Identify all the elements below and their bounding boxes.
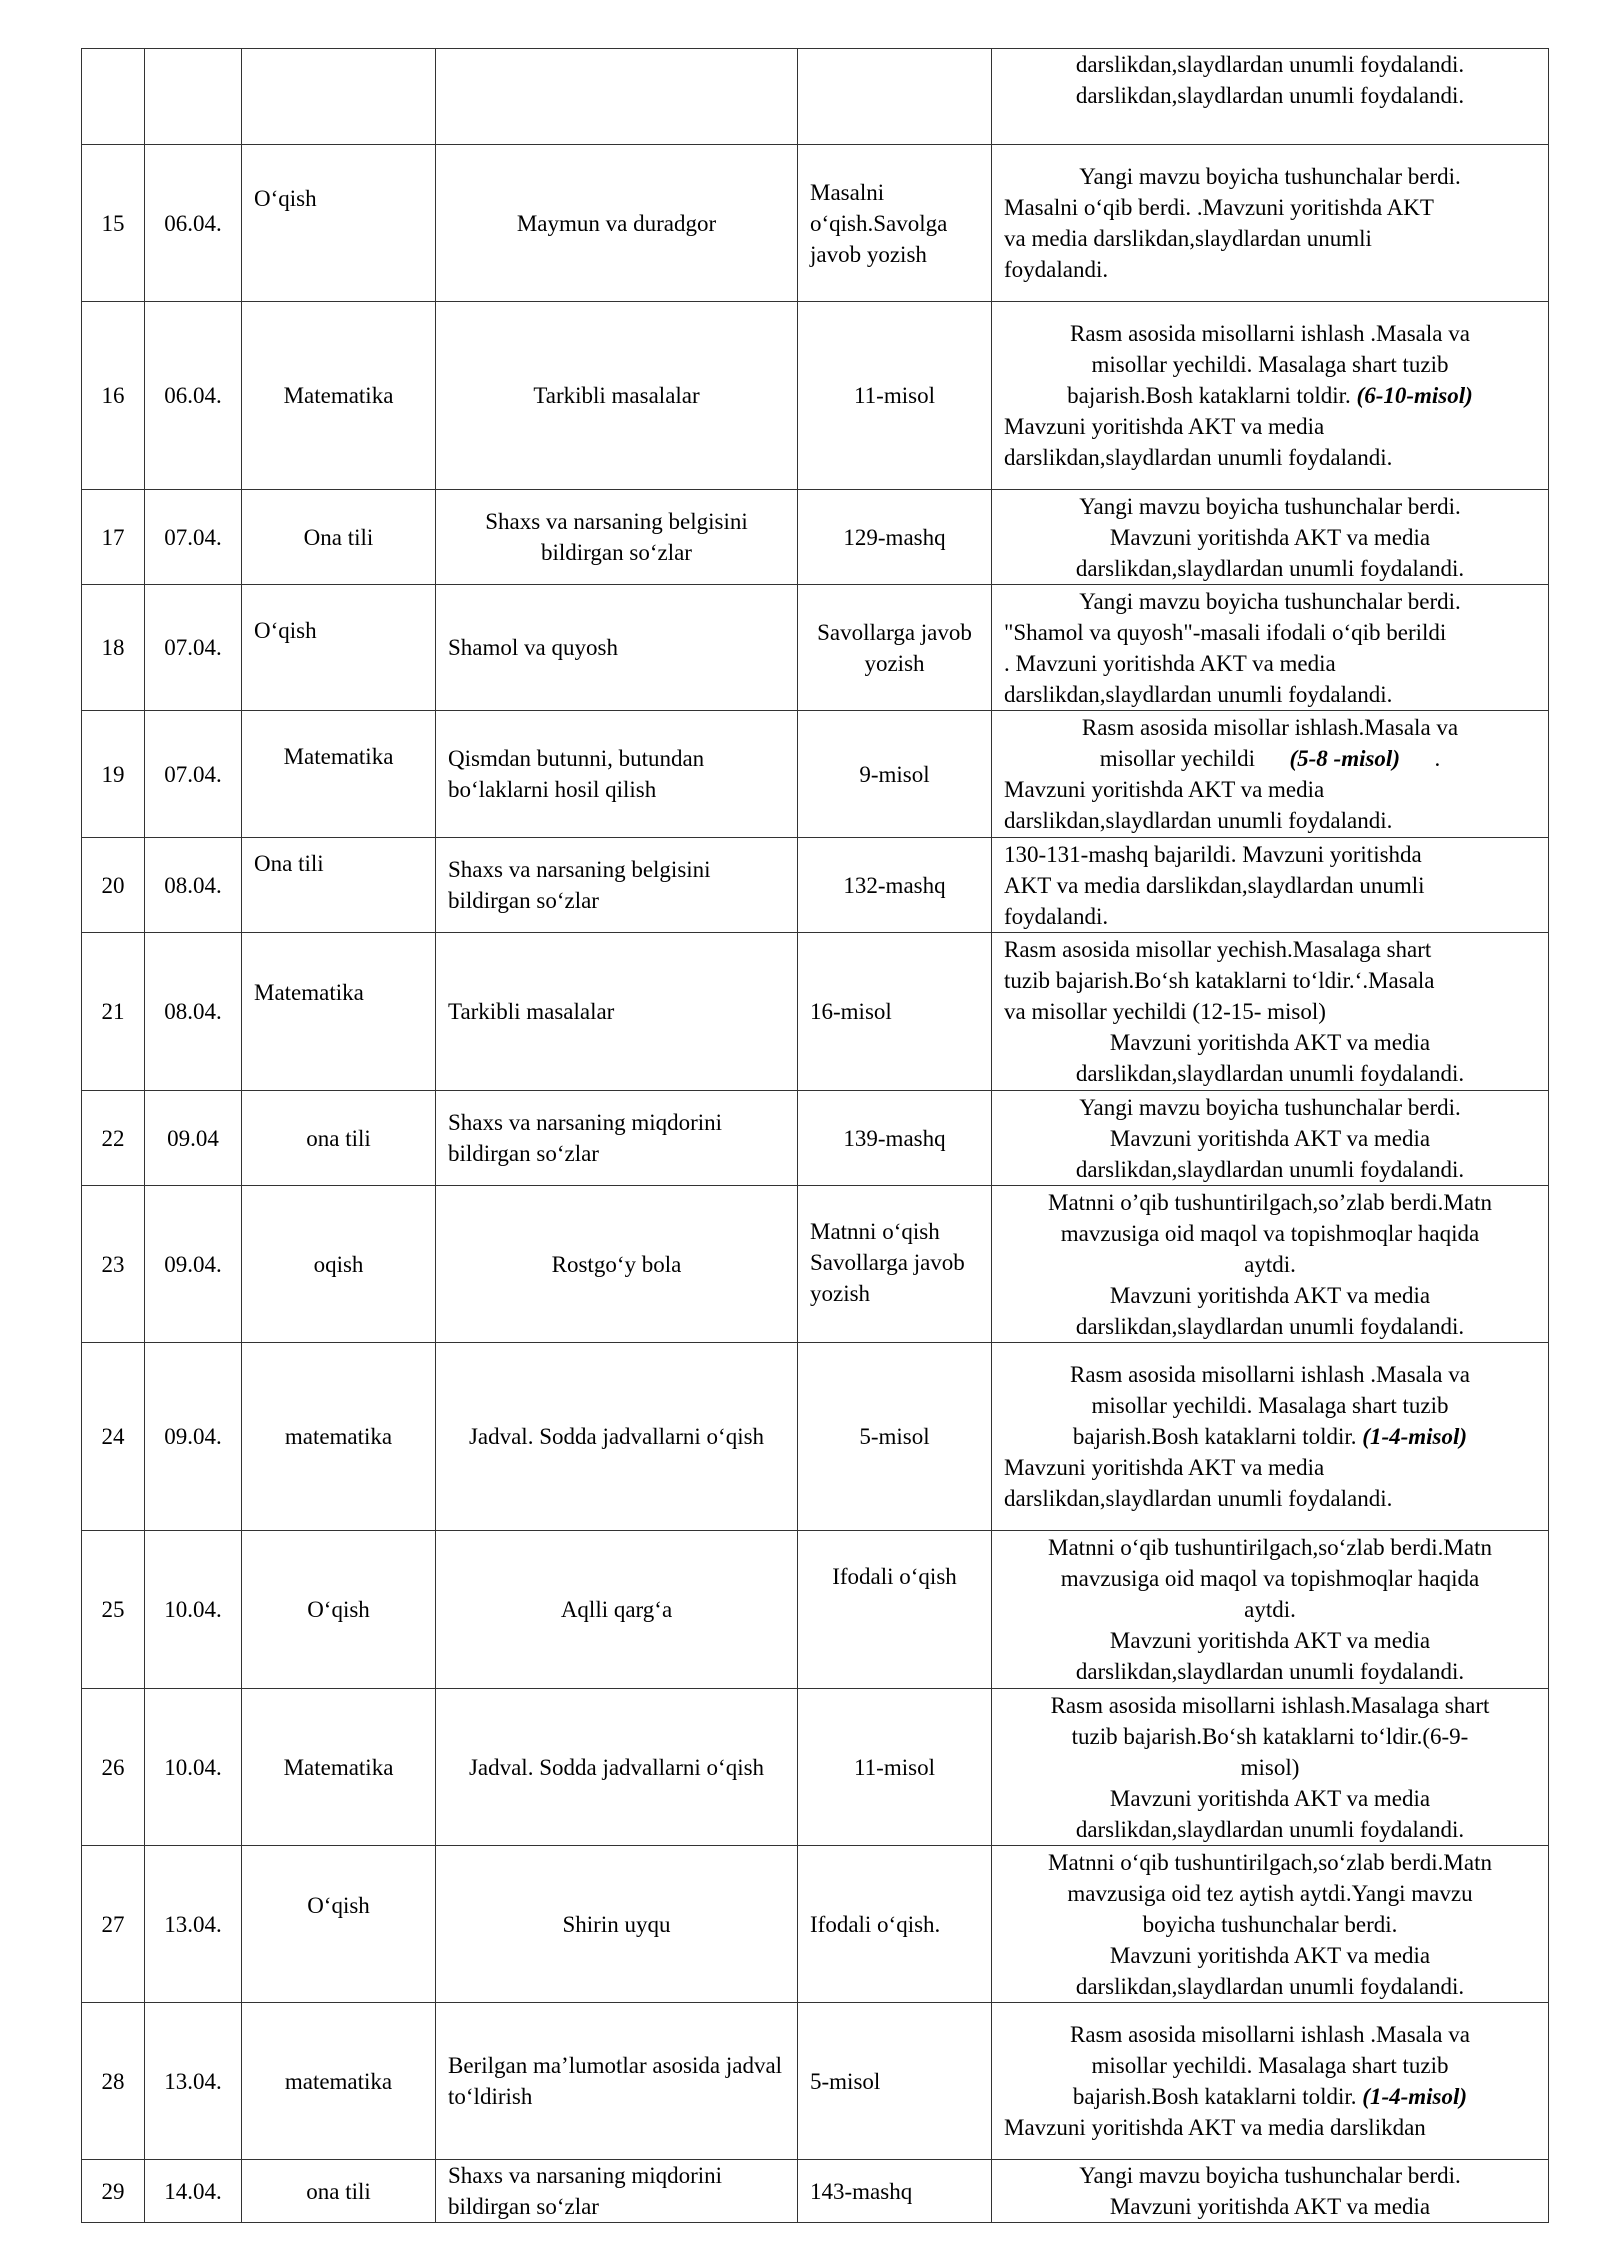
description-text: bajarish.Bosh kataklarni toldir. [1072, 1424, 1357, 1449]
lesson-topic: Aqlli qarg‘a [436, 1531, 798, 1689]
table-row [82, 2003, 1549, 2160]
lesson-description [992, 49, 1549, 145]
lesson-topic: Shaxs va narsaning miqdorini bildirgan so‘zlar [436, 1091, 798, 1186]
description-line: tuzib bajarish.Bo‘sh kataklarni to‘ldir.(6-9- [1071, 1723, 1469, 1749]
description-line [1004, 2081, 1536, 2112]
lesson-homework: Ifodali o‘qish [798, 1531, 992, 1689]
description-line: foydalandi. [1004, 257, 1109, 282]
table-row [82, 1689, 1549, 1846]
description-line [1004, 743, 1536, 774]
lesson-subject: Matematika [242, 711, 436, 838]
lesson-description [992, 1689, 1549, 1846]
description-line: aytdi. [1244, 1251, 1296, 1277]
description-line: tuzib bajarish.Bo‘sh kataklarni to‘ldir.‘.Masala [1004, 968, 1435, 993]
description-line: Mavzuni yoritishda AKT va media [1004, 414, 1325, 439]
description-line: darslikdan,slaydlardan unumli foydalandi. [1075, 1313, 1465, 1339]
exercise-range: (1-4-misol) [1362, 1424, 1468, 1449]
lesson-description [992, 2003, 1549, 2160]
lesson-homework: 11-misol [798, 1689, 992, 1846]
lesson-date: 10.04. [145, 1531, 242, 1689]
lesson-description [992, 1186, 1549, 1343]
lesson-subject: Ona tili [242, 838, 436, 933]
lesson-topic: Jadval. Sodda jadvallarni o‘qish [436, 1689, 798, 1846]
description-line: Rasm asosida misollar ishlash.Masala va [1081, 715, 1459, 740]
lesson-homework: 143-mashq [798, 2160, 992, 2223]
lesson-date: 09.04. [145, 1186, 242, 1343]
description-text: bajarish.Bosh kataklarni toldir. [1072, 2084, 1357, 2109]
lesson-homework: Masalni o‘qish.Savolga javob yozish [798, 145, 992, 302]
lesson-number: 18 [82, 585, 145, 711]
description-text: . [1434, 746, 1441, 771]
lesson-description [992, 302, 1549, 490]
lesson-number: 23 [82, 1186, 145, 1343]
table-row [82, 933, 1549, 1091]
description-line: Matnni o’qib tushuntirilgach,so’zlab berdi.Matn [1048, 1189, 1492, 1215]
description-line: darslikdan,slaydlardan unumli foydalandi. [1075, 555, 1465, 581]
lesson-topic [436, 49, 798, 145]
lesson-date: 09.04 [145, 1091, 242, 1186]
lesson-date: 06.04. [145, 302, 242, 490]
lesson-homework: 139-mashq [798, 1091, 992, 1186]
description-line: Mavzuni yoritishda AKT va media [1109, 2194, 1431, 2219]
lesson-topic: Maymun va duradgor [436, 145, 798, 302]
description-line: boyicha tushunchalar berdi. [1142, 1911, 1398, 1937]
lesson-homework: 132-mashq [798, 838, 992, 933]
lesson-topic: Tarkibli masalalar [436, 302, 798, 490]
lesson-topic: Tarkibli masalalar [436, 933, 798, 1091]
description-line: misollar yechildi. Masalaga shart tuzib [1091, 1393, 1449, 1418]
description-line: Matnni o‘qib tushuntirilgach,so‘zlab berdi.Matn [1048, 1849, 1492, 1875]
lesson-topic: Berilgan ma’lumotlar asosida jadval to‘ldirish [436, 2003, 798, 2160]
lesson-description [992, 585, 1549, 711]
lesson-homework: Ifodali o‘qish. [798, 1846, 992, 2003]
table-row [82, 1531, 1549, 1689]
table-row [82, 711, 1549, 838]
lesson-homework: 5-misol [798, 2003, 992, 2160]
lesson-date: 08.04. [145, 838, 242, 933]
description-line: Mavzuni yoritishda AKT va media [1109, 1125, 1431, 1151]
lesson-subject: ona tili [242, 1091, 436, 1186]
table-row [82, 838, 1549, 933]
lesson-topic: Jadval. Sodda jadvallarni o‘qish [436, 1343, 798, 1531]
description-line: Rasm asosida misollarni ishlash .Masala va [1070, 1362, 1470, 1387]
description-line: darslikdan,slaydlardan unumli foydalandi. [1075, 1156, 1465, 1182]
lesson-date: 13.04. [145, 1846, 242, 2003]
lesson-number: 28 [82, 2003, 145, 2160]
lesson-topic: Rostgo‘y bola [436, 1186, 798, 1343]
lesson-description [992, 2160, 1549, 2223]
description-line: Rasm asosida misollarni ishlash .Masala va [1070, 2022, 1470, 2047]
description-line: Mavzuni yoritishda AKT va media [1109, 1282, 1431, 1308]
lesson-subject: O‘qish [242, 1846, 436, 2003]
lesson-number: 29 [82, 2160, 145, 2223]
lesson-topic: Shaxs va narsaning belgisini bildirgan so‘zlar [436, 490, 798, 585]
lesson-number: 22 [82, 1091, 145, 1186]
lesson-subject: matematika [242, 1343, 436, 1531]
lesson-subject: Matematika [242, 1689, 436, 1846]
description-line: Yangi mavzu boyicha tushunchalar berdi. [1079, 493, 1461, 519]
lesson-homework: 5-misol [798, 1343, 992, 1531]
description-line: darslikdan,slaydlardan unumli foydalandi. [1004, 681, 1393, 707]
description-line: Yangi mavzu boyicha tushunchalar berdi. [1079, 164, 1461, 189]
table-row [82, 2160, 1549, 2223]
lesson-subject: matematika [242, 2003, 436, 2160]
exercise-range: (6-10-misol) [1356, 383, 1473, 408]
lesson-topic: Qismdan butunni, butundan bo‘laklarni hosil qilish [436, 711, 798, 838]
lesson-date: 06.04. [145, 145, 242, 302]
lesson-description [992, 933, 1549, 1091]
lesson-homework: 9-misol [798, 711, 992, 838]
description-line [1004, 380, 1536, 411]
lesson-subject: Matematika [242, 302, 436, 490]
lesson-subject [242, 49, 436, 145]
description-line: Mavzuni yoritishda AKT va media [1004, 777, 1325, 802]
lesson-description [992, 1091, 1549, 1186]
table-row [82, 490, 1549, 585]
description-line: misol) [1240, 1754, 1300, 1780]
lesson-description [992, 490, 1549, 585]
description-line: Rasm asosida misollarni ishlash .Masala va [1070, 321, 1470, 346]
lesson-date: 07.04. [145, 490, 242, 585]
description-line: "Shamol va quyosh"-masali ifodali o‘qib berildi [1004, 619, 1447, 645]
lesson-number: 19 [82, 711, 145, 838]
lesson-date: 07.04. [145, 585, 242, 711]
lesson-description [992, 711, 1549, 838]
lesson-date: 07.04. [145, 711, 242, 838]
table-row [82, 1343, 1549, 1531]
lesson-homework: 16-misol [798, 933, 992, 1091]
description-line: darslikdan,slaydlardan unumli foydalandi. [1004, 1486, 1393, 1511]
description-line: Yangi mavzu boyicha tushunchalar berdi. [1079, 2163, 1461, 2188]
description-line: mavzusiga oid maqol va topishmoqlar haqida [1060, 1566, 1480, 1591]
table-row [82, 1091, 1549, 1186]
lesson-description [992, 145, 1549, 302]
exercise-range: (1-4-misol) [1362, 2084, 1468, 2109]
description-line: Mavzuni yoritishda AKT va media darslikdan [1004, 2115, 1426, 2140]
lesson-topic: Shamol va quyosh [436, 585, 798, 711]
description-line: Yangi mavzu boyicha tushunchalar berdi. [1079, 1094, 1461, 1120]
description-line: . Mavzuni yoritishda AKT va media [1004, 650, 1336, 676]
lesson-subject: ona tili [242, 2160, 436, 2223]
lesson-number: 26 [82, 1689, 145, 1846]
lesson-topic: Shaxs va narsaning belgisini bildirgan so‘zlar [436, 838, 798, 933]
lesson-description [992, 1343, 1549, 1531]
table-row [82, 49, 1549, 145]
table-row [82, 145, 1549, 302]
description-line: Mavzuni yoritishda AKT va media [1004, 1455, 1325, 1480]
lesson-subject: O‘qish [242, 585, 436, 711]
description-line: va misollar yechildi (12-15- misol) [1004, 999, 1326, 1024]
description-line: Yangi mavzu boyicha tushunchalar berdi. [1079, 588, 1461, 614]
description-line: darslikdan,slaydlardan unumli foydalandi. [1075, 1816, 1465, 1842]
lesson-homework: Matnni o‘qish Savollarga javob yozish [798, 1186, 992, 1343]
description-line: Mavzuni yoritishda AKT va media [1109, 1628, 1431, 1653]
description-line: Mavzuni yoritishda AKT va media [1109, 1942, 1431, 1968]
lesson-date: 10.04. [145, 1689, 242, 1846]
lesson-description [992, 838, 1549, 933]
description-line: misollar yechildi. Masalaga shart tuzib [1091, 352, 1449, 377]
lesson-homework [798, 49, 992, 145]
description-line: Rasm asosida misollar yechish.Masalaga shart [1004, 937, 1432, 962]
description-text: bajarish.Bosh kataklarni toldir. [1067, 383, 1351, 408]
description-line: Masalni o‘qib berdi. .Mavzuni yoritishda AKT [1004, 195, 1434, 220]
lesson-topic: Shaxs va narsaning miqdorini bildirgan so‘zlar [436, 2160, 798, 2223]
description-line: foydalandi. [1004, 903, 1109, 929]
lesson-number: 21 [82, 933, 145, 1091]
lesson-homework: Savollarga javob yozish [798, 585, 992, 711]
description-line: darslikdan,slaydlardan unumli foydalandi. [1004, 445, 1393, 470]
lesson-description [992, 1846, 1549, 2003]
lesson-subject: O‘qish [242, 145, 436, 302]
lesson-number: 20 [82, 838, 145, 933]
lesson-number: 16 [82, 302, 145, 490]
lesson-number: 27 [82, 1846, 145, 2003]
description-line: Mavzuni yoritishda AKT va media [1109, 1785, 1431, 1811]
lesson-subject: oqish [242, 1186, 436, 1343]
description-line: misollar yechildi. Masalaga shart tuzib [1091, 2053, 1449, 2078]
lesson-date: 08.04. [145, 933, 242, 1091]
lesson-homework: 129-mashq [798, 490, 992, 585]
description-line: Rasm asosida misollarni ishlash.Masalaga shart [1050, 1692, 1490, 1718]
table-row [82, 302, 1549, 490]
lesson-date: 09.04. [145, 1343, 242, 1531]
lesson-subject: Ona tili [242, 490, 436, 585]
description-line [1004, 1421, 1536, 1452]
description-line: Mavzuni yoritishda AKT va media [1109, 524, 1431, 550]
description-line: Matnni o‘qib tushuntirilgach,so‘zlab berdi.Matn [1048, 1535, 1492, 1560]
lesson-number: 25 [82, 1531, 145, 1689]
description-line: mavzusiga oid tez aytish aytdi.Yangi mavzu [1067, 1880, 1473, 1906]
table-row [82, 1846, 1549, 2003]
lesson-date: 14.04. [145, 2160, 242, 2223]
lesson-number: 17 [82, 490, 145, 585]
description-line: mavzusiga oid maqol va topishmoqlar haqida [1060, 1220, 1480, 1246]
lesson-description [992, 1531, 1549, 1689]
description-line: AKT va media darslikdan,slaydlardan unumli [1004, 872, 1425, 898]
description-line: Mavzuni yoritishda AKT va media [1109, 1030, 1431, 1055]
description-line: aytdi. [1244, 1597, 1296, 1622]
lesson-subject: O‘qish [242, 1531, 436, 1689]
exercise-range: (5-8 -misol) [1289, 746, 1400, 771]
description-line: darslikdan,slaydlardan unumli foydalandi. [1075, 83, 1465, 108]
lesson-topic: Shirin uyqu [436, 1846, 798, 2003]
description-line: darslikdan,slaydlardan unumli foydalandi. [1075, 1659, 1465, 1684]
lesson-number: 15 [82, 145, 145, 302]
lesson-subject: Matematika [242, 933, 436, 1091]
table-row [82, 1186, 1549, 1343]
lesson-number [82, 49, 145, 145]
description-line: darslikdan,slaydlardan unumli foydalandi. [1004, 808, 1393, 833]
description-line: 130-131-mashq bajarildi. Mavzuni yoritishda [1004, 841, 1422, 867]
lesson-number: 24 [82, 1343, 145, 1531]
lesson-date [145, 49, 242, 145]
description-text: misollar yechildi [1099, 746, 1255, 771]
description-line: darslikdan,slaydlardan unumli foydalandi. [1075, 1061, 1465, 1086]
description-line: darslikdan,slaydlardan unumli foydalandi. [1075, 1973, 1465, 1999]
lesson-date: 13.04. [145, 2003, 242, 2160]
description-line: darslikdan,slaydlardan unumli foydalandi. [1075, 52, 1465, 77]
lesson-homework: 11-misol [798, 302, 992, 490]
table-row [82, 585, 1549, 711]
lesson-journal-table [81, 48, 1549, 2223]
description-line: va media darslikdan,slaydlardan unumli [1004, 226, 1372, 251]
